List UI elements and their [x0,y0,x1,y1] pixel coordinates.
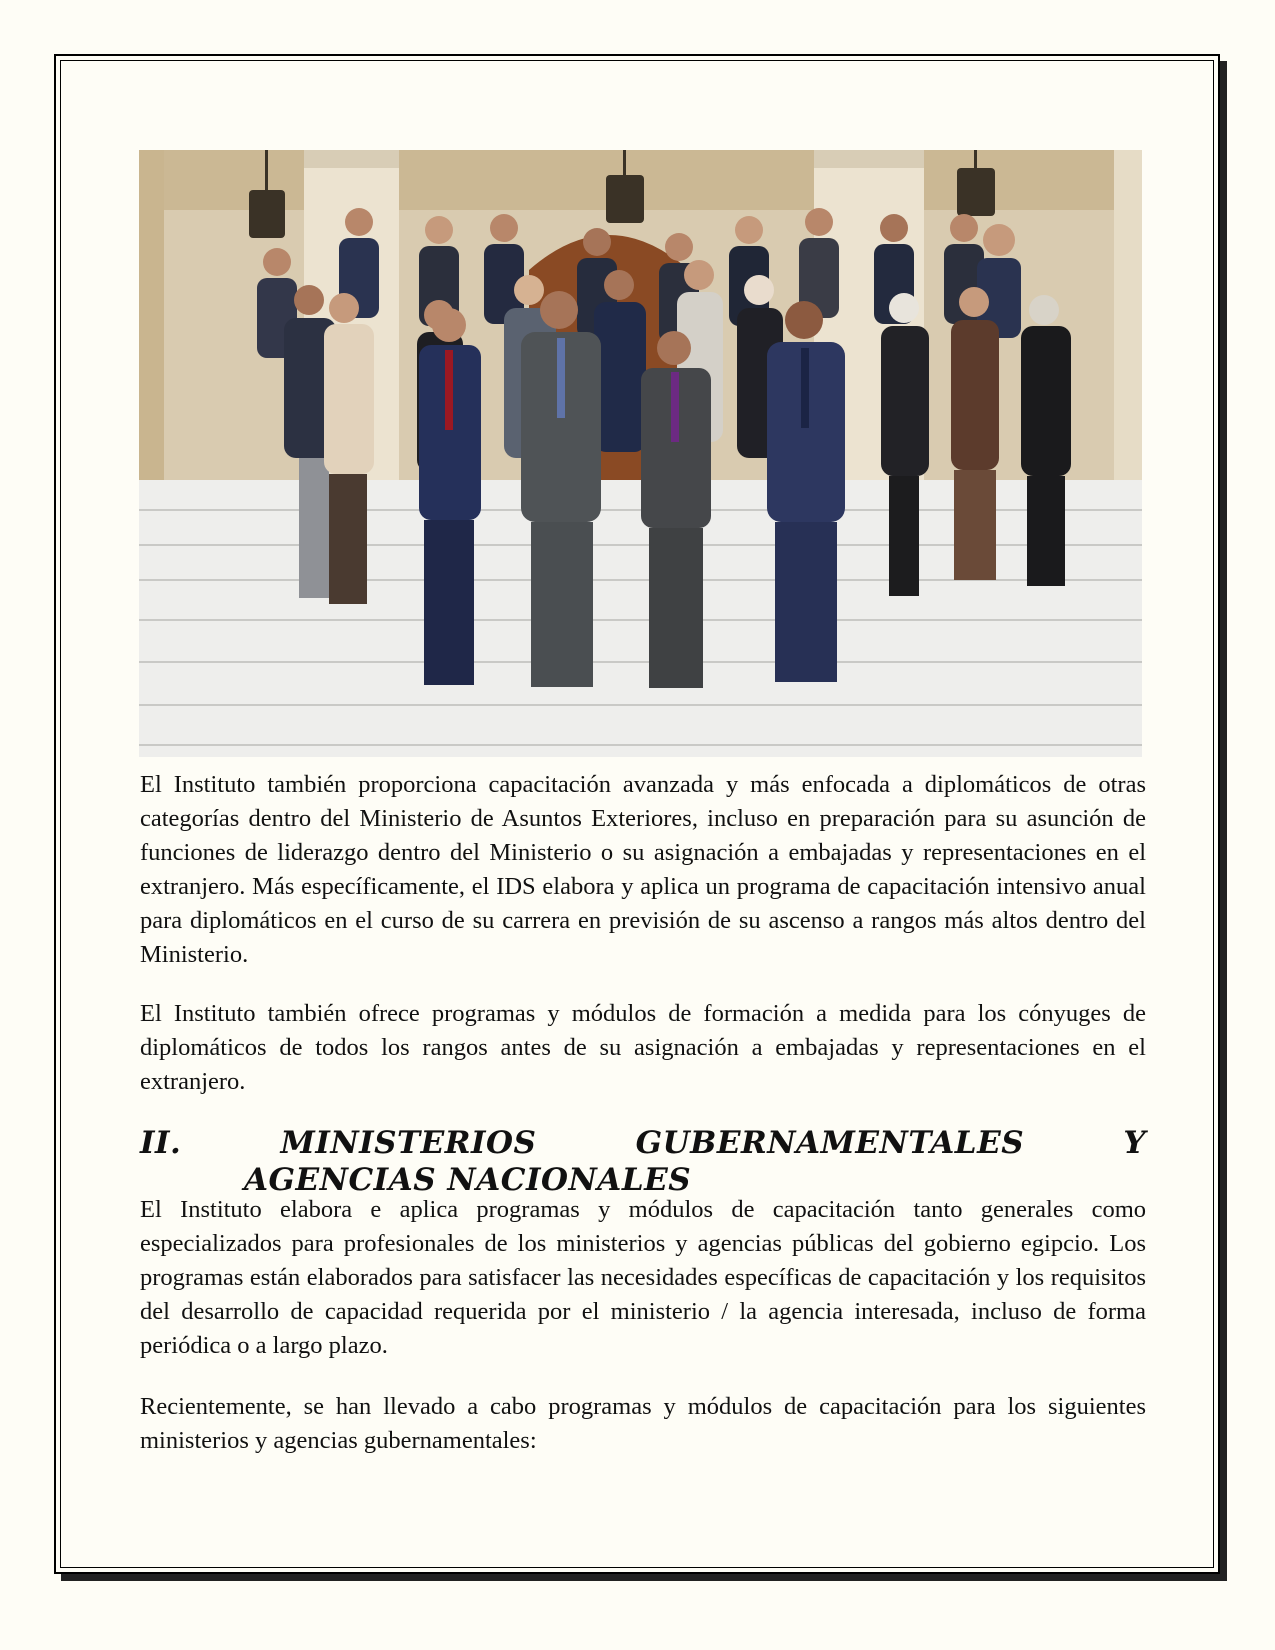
group-photo [139,150,1142,757]
paragraph-recent-programs: Recientemente, se han llevado a cabo programas y módulos de capacitación para los siguientes ministerios y agencias gubernamentales: [140,1393,1146,1454]
paragraph-spouses-training: El Instituto también ofrece programas y módulos de formación a medida para los cónyuges de diplomáticos de todos los rangos antes de su asignación a embajadas y representaciones en el extranjero. [140,1000,1146,1095]
paragraph-ministries-programs: El Instituto elabora e aplica programas y módulos de capacitación tanto generales como especializados para profesionales de los ministerios y agencias públicas del gobierno egipcio. Los programas están elaborados para satisfacer las necesidades específicas de capacitación y los requisitos del desarrollo de capacidad requerida por el ministerio / la agencia interesada, incluso de forma periódica o a largo plazo. [140,1196,1146,1359]
heading-word-ministerios: MINISTERIOS [280,1125,537,1161]
paragraph-advanced-training: El Instituto también proporciona capacitación avanzada y más enfocada a diplomáticos de otras categorías dentro del Ministerio de Asuntos Exteriores, incluso en preparación para su asunción de funciones de liderazgo dentro del Ministerio o su asignación a embajadas y representaciones en el extranjero. Más específicamente, el IDS elabora y aplica un programa de capacitación intensivo anual para diplomáticos en el curso de su carrera en previsión de su ascenso a rangos más altos dentro del Ministerio. [140,771,1146,968]
heading-numeral: II. [140,1125,182,1161]
heading-line-1 [140,1125,1146,1162]
heading-word-y: Y [1123,1125,1146,1161]
heading-word-gubernamentales: GUBERNAMENTALES [635,1125,1025,1161]
group-photo-illustration [139,150,1142,757]
heading-line-2: AGENCIAS NACIONALES [244,1162,692,1198]
section-heading-ministries [140,1125,1146,1199]
